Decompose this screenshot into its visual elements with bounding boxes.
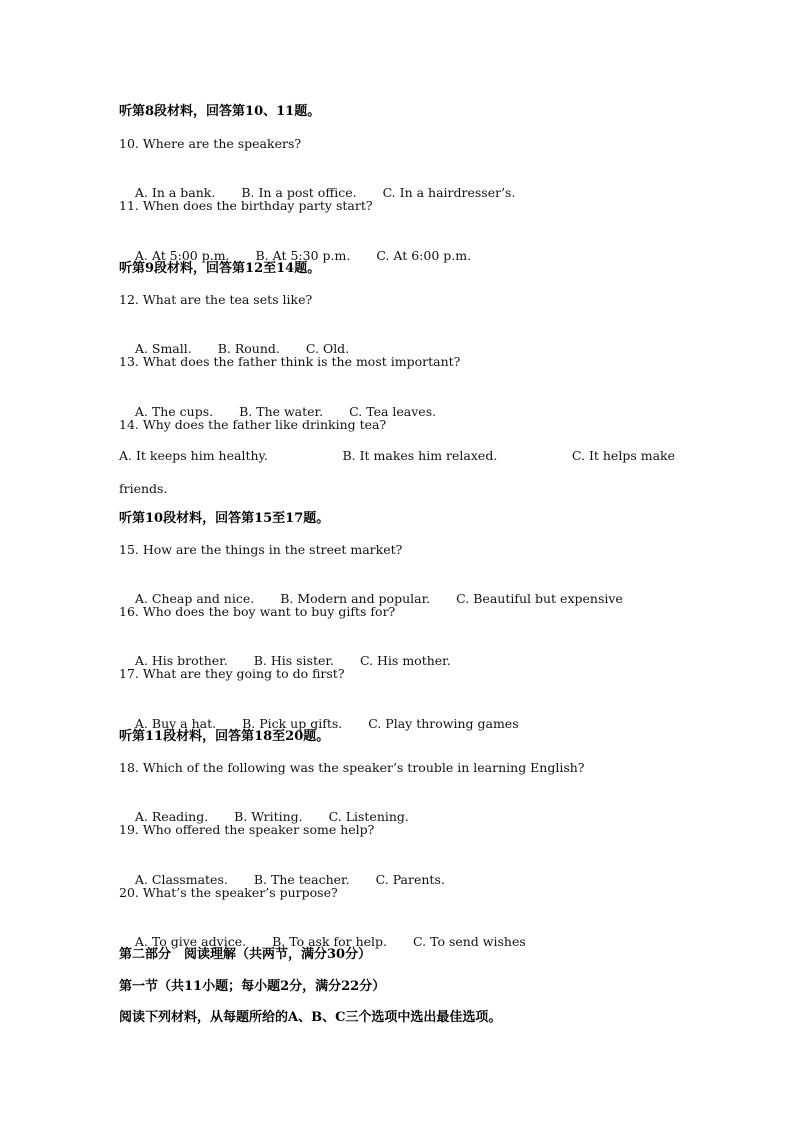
question-19: 19. Who offered the speaker some help? — [119, 822, 375, 837]
option-b: B. The water. — [239, 404, 324, 419]
option-a: A. The cups. — [134, 404, 214, 419]
question-14-option-c-continuation: friends. — [119, 481, 168, 496]
section-heading-9: 听第9段材料，回答第12至14题。 — [119, 261, 321, 276]
option-c: C. To send wishes — [413, 934, 526, 949]
part-2-instruction: 阅读下列材料，从每题所给的A、B、C三个选项中选出最佳选项。 — [119, 1010, 502, 1025]
option-b: B. It makes him relaxed. — [342, 448, 498, 463]
option-c: C. At 6:00 p.m. — [376, 248, 472, 263]
question-10: 10. Where are the speakers? — [119, 136, 302, 151]
option-a: A. Small. — [134, 341, 192, 356]
option-c: C. Parents. — [375, 872, 445, 887]
option-c: C. Old. — [305, 341, 350, 356]
option-a: A. At 5:00 p.m. — [134, 248, 230, 263]
option-a: A. Cheap and nice. — [134, 591, 255, 606]
option-b: B. To ask for help. — [272, 934, 388, 949]
option-c: C. His mother. — [359, 653, 451, 668]
option-b: B. His sister. — [253, 653, 334, 668]
option-c: C. Tea leaves. — [349, 404, 437, 419]
part-2-title: 第二部分 阅读理解（共两节，满分30分） — [119, 947, 372, 962]
option-b: B. Pick up gifts. — [242, 716, 343, 731]
option-b: B. Writing. — [234, 809, 303, 824]
option-c: C. Beautiful but expensive — [456, 591, 623, 606]
option-a: A. It keeps him healthy. — [119, 448, 268, 463]
option-b: B. Round. — [217, 341, 280, 356]
option-a: A. In a bank. — [134, 185, 216, 200]
section-heading-10: 听第10段材料，回答第15至17题。 — [119, 511, 330, 526]
option-b: B. Modern and popular. — [280, 591, 431, 606]
question-14: 14. Why does the father like drinking tea? — [119, 417, 387, 432]
question-11: 11. When does the birthday party start? — [119, 198, 373, 213]
option-a: A. Classmates. — [134, 872, 228, 887]
question-15: 15. How are the things in the street market? — [119, 542, 403, 557]
option-a: A. His brother. — [134, 653, 228, 668]
question-17: 17. What are they going to do first? — [119, 666, 345, 681]
option-c: C. Play throwing games — [368, 716, 519, 731]
option-a: A. Buy a hat. — [134, 716, 217, 731]
question-12: 12. What are the tea sets like? — [119, 292, 313, 307]
question-14-options — [119, 447, 675, 465]
option-b: B. At 5:30 p.m. — [255, 248, 351, 263]
question-20: 20. What’s the speaker’s purpose? — [119, 885, 338, 900]
question-16: 16. Who does the boy want to buy gifts for? — [119, 604, 396, 619]
option-b: B. The teacher. — [253, 872, 350, 887]
part-2-section-1-heading: 第一节（共11小题；每小题2分，满分22分） — [119, 979, 386, 994]
option-a: A. To give advice. — [134, 934, 247, 949]
question-18: 18. Which of the following was the speaker’s trouble in learning English? — [119, 760, 585, 775]
option-c: C. It helps make — [571, 448, 675, 463]
question-13: 13. What does the father think is the most important? — [119, 354, 461, 369]
option-b: B. In a post office. — [241, 185, 357, 200]
option-a: A. Reading. — [134, 809, 209, 824]
section-heading-8: 听第8段材料，回答第10、11题。 — [119, 104, 321, 119]
option-c: C. Listening. — [328, 809, 409, 824]
section-heading-11: 听第11段材料，回答第18至20题。 — [119, 729, 330, 744]
option-c: C. In a hairdresser’s. — [382, 185, 516, 200]
